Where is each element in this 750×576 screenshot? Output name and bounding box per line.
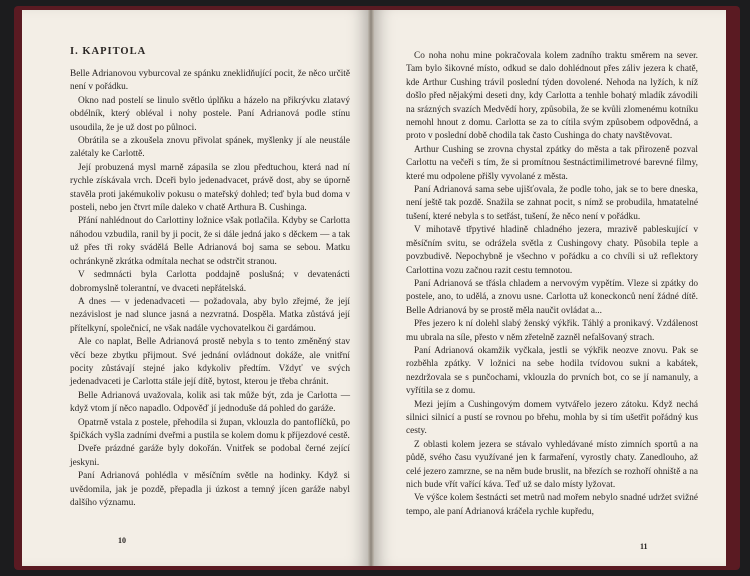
paragraph: Arthur Cushing se zrovna chystal zpátky do města a tak přirozeně pozval Carlottu na večeři s tím, že si promítnou šestnáctimilimetrové barevné filmy, které mu odpolene přišly vyvolané z města. <box>406 144 698 182</box>
paragraph: Paní Adrianová sama sebe ujišťovala, že podle toho, jak se to bere dneska, není ještě tak pozdě. Snažila se zahnat pocit, s nímž se probudila, hmatatelné tušení, které nebyla s to setřást, tušení, že něco není v pořádku. <box>406 185 698 222</box>
paragraph: Belle Adrianovou vyburcoval ze spánku zneklidňující pocit, že něco určitě není v pořádku. <box>70 69 350 93</box>
paragraph: Ve výšce kolem šestnácti set metrů nad mořem nebylo snadné udržet svižné tempo, ale paní Adrianová kráčela rychle kupředu, <box>406 493 698 517</box>
paragraph: V mihotavě třpytivé hladině chladného jezera, mrazivě pableskující v měsíčním svitu, se odrážela světla z Cushingovy chaty. Působila teple a povzbudivě. Nepochybně je všechno v pořádku a co chvíli si už reflektory Carlottina vozu začnou razit cestu temnotou. <box>406 225 698 276</box>
left-page-text <box>70 68 350 510</box>
paragraph: Mezi jejím a Cushingovým domem vytvářelo jezero zátoku. Když nechá silnici silnicí a pustí se rovnou po břehu, mohla by si tím ušetřit pořádný kus cesty. <box>406 399 698 437</box>
paragraph: Paní Adrianová okamžik vyčkala, jestli se výkřik neozve znovu. Pak se rozběhla zpátky. V ložnici na sebe hodila tvídovou sukni a kabátek, nezdržovala se s punčochami, vklouzla do prvních bot, co se jí namanuly, a vyřítila se z domu. <box>406 345 698 397</box>
paragraph: Přání nahlédnout do Carlottiny ložnice však potlačila. Kdyby se Carlotta náhodou vzbudila, ranil by ji pocit, že si dále jedná jako s děckem — a tak už přes tři roky svádělá Belle Adrianová boj sama se sebou. Matku ochránkyně zkrátka odmítala nechat se odstrčit stranou. <box>70 216 350 267</box>
paragraph: Ale co naplat, Belle Adrianová prostě nebyla s to tento změněný stav věcí beze zbytku přijmout. Své jednání ovládnout dokáže, ale vnitřní pocity zůstávají stejné jako kdykoliv předtím. Vždyť ve svých jedenadvaceti je Carlotta stále její dítě, bytost, kterou je třeba chránit. <box>70 337 350 388</box>
right-page <box>374 10 726 566</box>
paragraph: Její probuzená mysl marně zápasila se zlou předtuchou, která nad ní rychle získávala vrch. Dceři bylo jedenadvacet, právě dost, aby se úporně stavěla proti jakémukoliv pokusu o mateřský dohled; teď byla bud doma v posteli, nebo jen čtvrt míle daleko v chatě Arthura B. Cushinga. <box>70 162 350 214</box>
page-number: 10 <box>118 536 126 545</box>
paragraph: V sedmnácti byla Carlotta poddajně poslušná; v devatenácti dobromyslně tolerantní, ve dvaceti nepřátelská. <box>70 270 350 294</box>
paragraph: Dveře prázdné garáže byly dokořán. Vnitřek se podobal černé zející jeskyni. <box>70 444 350 468</box>
paragraph: A dnes — v jedenadvaceti — požadovala, aby bylo zřejmé, že její nezávislost je nad slunce jasná a nezvratná. Dospěla. Matka zůstává její přítelkyní, společnicí, ne však nadále vychovatelkou či gardámou. <box>70 296 350 334</box>
left-page <box>22 10 368 566</box>
chapter-heading: I. KAPITOLA <box>70 46 147 57</box>
paragraph: Opatrně vstala z postele, přehodila si župan, vklouzla do pantoflíčků, po špičkách vyšla zadními dveřmi a pustila se kolem domu k příjezdové cestě. <box>70 417 350 441</box>
paragraph: Přes jezero k ní dolehl slabý ženský výkřik. Táhlý a pronikavý. Vzdálenost mu ubrala na síle, přesto v něm zřetelně zazněl nefalšovaný strach. <box>406 319 698 343</box>
paragraph: Z oblasti kolem jezera se stávalo vyhledávané místo zimních sportů a na půdě, svého času využívané jen k farmaření, vyrostly chaty. Zanedlouho, až celé jezero zamrzne, se na něm bude bruslit, na březích se rozhoří ohniště a na nich bude vřít vařící káva. Teď už se dalo místy lyžovat. <box>406 439 698 490</box>
paragraph: Co noha nohu mine pokračovala kolem zadního traktu směrem na sever. Tam bylo šikovné místo, odkud se dalo dohlédnout přes záliv jezera k chatě, kde Arthur Cushing trávil poslední týden dovolené. Nehoda na lyžích, k níž došlo před nějakými deseti dny, kdy Carlotta a tenhle bohatý mladík závodili na srázných svazích Medvědí hory, způsobila, že se kvůli zlomenému kotníku nemohl hnout z domu. Carlotta se za to cítila svým způsobem odpovědná, a proto v poslední době chodila tak často Cushinga do chaty navštěvovat. <box>406 51 698 142</box>
page-number: 11 <box>640 542 648 551</box>
right-page-text <box>406 50 698 519</box>
paragraph: Paní Adrianová pohlédla v měsíčním světle na hodinky. Když si uvědomila, jak je pozdě, přepadla ji úzkost a temný jícen garáže nabyl dalšího významu. <box>70 471 350 508</box>
paragraph: Belle Adrianová uvažovala, kolik asi tak může být, zda je Carlotta — když vtom jí něco napadlo. Odpověď jí jednoduše dá pohled do garáže. <box>70 390 350 415</box>
paragraph: Obrátila se a zkoušela znovu přivolat spánek, myšlenky jí ale neustále zalétaly ke Carlottě. <box>70 136 350 160</box>
paragraph: Okno nad postelí se linulo světlo úplňku a házelo na přikrývku zlatavý obdélník, který obléval i nohy postele. Paní Adrianová podle stínu usoudila, že je už dost po půlnoci. <box>70 95 350 133</box>
open-book <box>14 6 740 570</box>
paragraph: Paní Adrianová se třásla chladem a nervovým vypětím. Vleze si zpátky do postele, ano, to udělá, a znovu usne. Carlotta už koneckonců není žádné dítě. Belle Adrianová by se prostě měla naučit ovládat a... <box>406 278 698 316</box>
